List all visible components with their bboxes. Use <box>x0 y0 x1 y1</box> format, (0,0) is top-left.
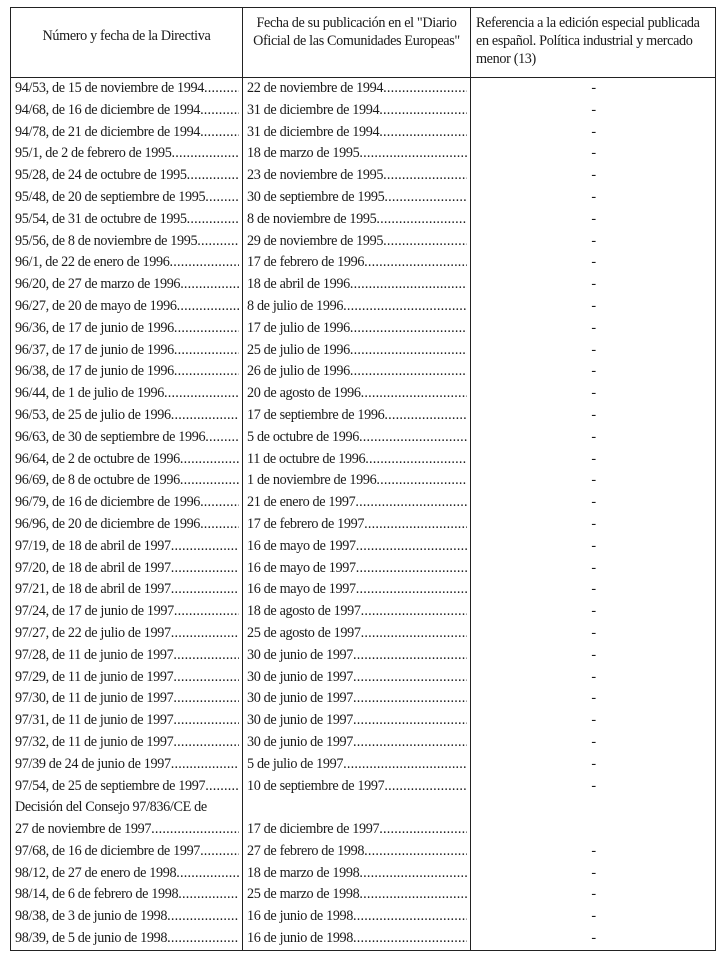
directiva-text: 96/96, de 20 de diciembre de 1996 ..... <box>15 514 239 536</box>
directiva-cell <box>11 623 243 645</box>
publicacion-cell <box>243 100 471 122</box>
referencia-cell: - <box>471 601 716 623</box>
referencia-cell: - <box>471 252 716 274</box>
publicacion-text: 30 de junio de 1997 ..... <box>247 710 467 732</box>
referencia-cell: - <box>471 383 716 405</box>
directiva-cell <box>11 667 243 689</box>
publicacion-cell <box>243 383 471 405</box>
directiva-cell <box>11 187 243 209</box>
table-row <box>11 688 716 710</box>
publicacion-cell <box>243 732 471 754</box>
referencia-cell: - <box>471 78 716 100</box>
publicacion-text: 8 de noviembre de 1995 ..... <box>247 209 467 231</box>
referencia-cell: - <box>471 558 716 580</box>
directiva-text: 96/63, de 30 de septiembre de 1996 ..... <box>15 427 239 449</box>
publicacion-cell <box>243 252 471 274</box>
publicacion-cell <box>243 187 471 209</box>
referencia-cell: - <box>471 623 716 645</box>
directiva-cell <box>11 296 243 318</box>
table-body <box>11 78 716 951</box>
decision-referencia-cell <box>471 797 716 841</box>
directiva-text: 96/36, de 17 de junio de 1996 ..... <box>15 318 239 340</box>
publicacion-cell <box>243 536 471 558</box>
directiva-cell <box>11 906 243 928</box>
publicacion-cell <box>243 645 471 667</box>
referencia-cell: - <box>471 361 716 383</box>
decision-publicacion-cell <box>243 797 471 841</box>
publicacion-cell <box>243 863 471 885</box>
table-row <box>11 100 716 122</box>
publicacion-text: 16 de mayo de 1997 ..... <box>247 579 467 601</box>
referencia-cell: - <box>471 187 716 209</box>
directiva-text: 94/53, de 15 de noviembre de 1994 ..... <box>15 78 239 100</box>
referencia-cell: - <box>471 209 716 231</box>
directiva-text: 95/48, de 20 de septiembre de 1995 ..... <box>15 187 239 209</box>
directiva-cell <box>11 754 243 776</box>
publicacion-cell <box>243 318 471 340</box>
directiva-text: 97/31, de 11 de junio de 1997 ..... <box>15 710 239 732</box>
referencia-cell: - <box>471 318 716 340</box>
table-row <box>11 252 716 274</box>
directiva-cell <box>11 601 243 623</box>
publicacion-cell <box>243 906 471 928</box>
table-row <box>11 143 716 165</box>
directiva-text: 97/54, de 25 de septiembre de 1997 ..... <box>15 776 239 798</box>
directiva-cell <box>11 645 243 667</box>
directiva-text: 96/79, de 16 de diciembre de 1996 ..... <box>15 492 239 514</box>
publicacion-text: 26 de julio de 1996 ..... <box>247 361 467 383</box>
publicacion-text: 27 de febrero de 1998 ..... <box>247 841 467 863</box>
table-row <box>11 187 716 209</box>
publicacion-text: 20 de agosto de 1996 ..... <box>247 383 467 405</box>
directiva-text: 98/12, de 27 de enero de 1998 ..... <box>15 863 239 885</box>
table-row <box>11 863 716 885</box>
document-page <box>10 7 715 967</box>
publicacion-text: 16 de mayo de 1997 ..... <box>247 558 467 580</box>
publicacion-text: 18 de abril de 1996 ..... <box>247 274 467 296</box>
directiva-text: 98/39, de 5 de junio de 1998 ..... <box>15 928 239 950</box>
table-row <box>11 470 716 492</box>
publicacion-cell <box>243 601 471 623</box>
directiva-cell <box>11 318 243 340</box>
directiva-text: 96/69, de 8 de octubre de 1996 ..... <box>15 470 239 492</box>
publicacion-text: 17 de febrero de 1997 ..... <box>247 514 467 536</box>
publicacion-text: 18 de marzo de 1998 ..... <box>247 863 467 885</box>
directiva-text: 97/30, de 11 de junio de 1997 ..... <box>15 688 239 710</box>
publicacion-cell <box>243 884 471 906</box>
directiva-cell <box>11 710 243 732</box>
publicacion-text: 16 de mayo de 1997 ..... <box>247 536 467 558</box>
referencia-cell: - <box>471 536 716 558</box>
publicacion-cell <box>243 688 471 710</box>
publicacion-cell <box>243 165 471 187</box>
table-row <box>11 492 716 514</box>
publicacion-cell <box>243 427 471 449</box>
publicacion-text: 5 de julio de 1997 ..... <box>247 754 467 776</box>
directiva-cell <box>11 863 243 885</box>
directiva-text: 96/38, de 17 de junio de 1996 ..... <box>15 361 239 383</box>
publicacion-cell <box>243 231 471 253</box>
referencia-cell: - <box>471 449 716 471</box>
publicacion-text: 1 de noviembre de 1996 ..... <box>247 470 467 492</box>
publicacion-text: 29 de noviembre de 1995 ..... <box>247 231 467 253</box>
directiva-cell <box>11 274 243 296</box>
directiva-text: 97/19, de 18 de abril de 1997 ..... <box>15 536 239 558</box>
table-row <box>11 558 716 580</box>
publicacion-cell <box>243 754 471 776</box>
directiva-text: 97/39 de 24 de junio de 1997 ..... <box>15 754 239 776</box>
directiva-cell <box>11 100 243 122</box>
table-row <box>11 710 716 732</box>
referencia-cell: - <box>471 340 716 362</box>
publicacion-cell <box>243 361 471 383</box>
publicacion-text: 16 de junio de 1998 ..... <box>247 928 467 950</box>
directiva-cell <box>11 78 243 100</box>
table-row <box>11 122 716 144</box>
table-row <box>11 754 716 776</box>
referencia-cell: - <box>471 122 716 144</box>
table-row <box>11 645 716 667</box>
publicacion-cell <box>243 667 471 689</box>
directiva-text: 96/20, de 27 de marzo de 1996 ..... <box>15 274 239 296</box>
publicacion-text: 22 de noviembre de 1994 ..... <box>247 78 467 100</box>
publicacion-text: 5 de octubre de 1996 ..... <box>247 427 467 449</box>
directiva-cell <box>11 143 243 165</box>
table-row <box>11 732 716 754</box>
table-row <box>11 340 716 362</box>
referencia-cell: - <box>471 143 716 165</box>
referencia-cell: - <box>471 688 716 710</box>
referencia-cell: - <box>471 906 716 928</box>
directiva-text: 95/56, de 8 de noviembre de 1995 ..... <box>15 231 239 253</box>
directiva-cell <box>11 928 243 950</box>
referencia-cell: - <box>471 863 716 885</box>
directivas-table <box>10 7 716 951</box>
referencia-cell: - <box>471 841 716 863</box>
publicacion-text: 31 de diciembre de 1994 ..... <box>247 100 467 122</box>
table-row <box>11 579 716 601</box>
referencia-cell: - <box>471 100 716 122</box>
directiva-cell <box>11 252 243 274</box>
publicacion-text: 25 de julio de 1996 ..... <box>247 340 467 362</box>
publicacion-text: 17 de febrero de 1996 ..... <box>247 252 467 274</box>
directiva-text: 96/37, de 17 de junio de 1996 ..... <box>15 340 239 362</box>
referencia-cell: - <box>471 928 716 950</box>
directiva-cell <box>11 841 243 863</box>
directiva-text: 97/32, de 11 de junio de 1997 ..... <box>15 732 239 754</box>
publicacion-cell <box>243 449 471 471</box>
publicacion-cell <box>243 710 471 732</box>
publicacion-cell <box>243 78 471 100</box>
referencia-cell: - <box>471 296 716 318</box>
referencia-cell: - <box>471 165 716 187</box>
publicacion-text: 30 de junio de 1997 ..... <box>247 667 467 689</box>
table-row <box>11 623 716 645</box>
publicacion-cell <box>243 340 471 362</box>
directiva-cell <box>11 383 243 405</box>
table-row <box>11 776 716 798</box>
directiva-text: 97/68, de 16 de diciembre de 1997 ..... <box>15 841 239 863</box>
table-row <box>11 318 716 340</box>
header-referencia: Referencia a la edición especial publicada en español. Política industrial y mercado menor (13) <box>471 8 716 78</box>
directiva-cell <box>11 122 243 144</box>
publicacion-cell <box>243 558 471 580</box>
referencia-cell: - <box>471 231 716 253</box>
table-row <box>11 405 716 427</box>
directiva-cell <box>11 558 243 580</box>
directiva-text: 98/14, de 6 de febrero de 1998 ..... <box>15 884 239 906</box>
table-row <box>11 383 716 405</box>
publicacion-text: 17 de julio de 1996 ..... <box>247 318 467 340</box>
publicacion-text: 17 de septiembre de 1996 ..... <box>247 405 467 427</box>
referencia-cell: - <box>471 732 716 754</box>
table-row <box>11 601 716 623</box>
publicacion-text: 21 de enero de 1997 ..... <box>247 492 467 514</box>
directiva-text: 97/29, de 11 de junio de 1997 ..... <box>15 667 239 689</box>
publicacion-cell <box>243 296 471 318</box>
table-row <box>11 78 716 100</box>
directiva-cell <box>11 361 243 383</box>
directiva-cell <box>11 449 243 471</box>
referencia-cell: - <box>471 667 716 689</box>
table-row <box>11 449 716 471</box>
referencia-cell: - <box>471 274 716 296</box>
directiva-text: 94/78, de 21 de diciembre de 1994 ..... <box>15 122 239 144</box>
decision-line-2: 27 de noviembre de 1997 ..... <box>15 819 239 841</box>
publicacion-cell <box>243 470 471 492</box>
directiva-text: 95/54, de 31 de octubre de 1995 ..... <box>15 209 239 231</box>
decision-line-1: Decisión del Consejo 97/836/CE de <box>15 799 207 816</box>
directiva-cell <box>11 732 243 754</box>
directiva-text: 98/38, de 3 de junio de 1998 ..... <box>15 906 239 928</box>
publicacion-text: 30 de junio de 1997 ..... <box>247 645 467 667</box>
table-row <box>11 427 716 449</box>
directiva-text: 96/53, de 25 de julio de 1996 ..... <box>15 405 239 427</box>
publicacion-text: 31 de diciembre de 1994 ..... <box>247 122 467 144</box>
table-row <box>11 928 716 950</box>
header-fecha-publicacion: Fecha de su publicación en el "Diario Oficial de las Comunidades Europeas" <box>243 8 471 78</box>
directiva-text: 95/1, de 2 de febrero de 1995 ..... <box>15 143 239 165</box>
header-numero-fecha: Número y fecha de la Directiva <box>11 8 243 78</box>
directiva-cell <box>11 340 243 362</box>
publicacion-cell <box>243 492 471 514</box>
directiva-cell <box>11 492 243 514</box>
directiva-text: 97/27, de 22 de julio de 1997 ..... <box>15 623 239 645</box>
publicacion-text: 30 de septiembre de 1995 ..... <box>247 187 467 209</box>
publicacion-text: 18 de agosto de 1997 ..... <box>247 601 467 623</box>
table-row <box>11 536 716 558</box>
directiva-text: 94/68, de 16 de diciembre de 1994 ..... <box>15 100 239 122</box>
publicacion-cell <box>243 274 471 296</box>
directiva-text: 96/44, de 1 de julio de 1996 ..... <box>15 383 239 405</box>
directiva-cell <box>11 688 243 710</box>
directiva-text: 95/28, de 24 de octubre de 1995 ..... <box>15 165 239 187</box>
directiva-cell <box>11 231 243 253</box>
directiva-cell <box>11 776 243 798</box>
publicacion-text: 23 de noviembre de 1995 ..... <box>247 165 467 187</box>
referencia-cell: - <box>471 754 716 776</box>
directiva-text: 97/21, de 18 de abril de 1997 ..... <box>15 579 239 601</box>
table-row <box>11 165 716 187</box>
publicacion-cell <box>243 405 471 427</box>
publicacion-text: 18 de marzo de 1995 ..... <box>247 143 467 165</box>
table-row-decision <box>11 797 716 841</box>
referencia-cell: - <box>471 884 716 906</box>
table-row <box>11 667 716 689</box>
publicacion-text: 11 de octubre de 1996 ..... <box>247 449 467 471</box>
table-row <box>11 841 716 863</box>
directiva-cell <box>11 884 243 906</box>
publicacion-cell <box>243 776 471 798</box>
referencia-cell: - <box>471 514 716 536</box>
decision-publicacion-text: 17 de diciembre de 1997 ..... <box>247 819 467 841</box>
publicacion-text: 30 de junio de 1997 ..... <box>247 732 467 754</box>
directiva-text: 97/20, de 18 de abril de 1997 ..... <box>15 558 239 580</box>
table-row <box>11 209 716 231</box>
publicacion-cell <box>243 122 471 144</box>
referencia-cell: - <box>471 710 716 732</box>
table-row <box>11 884 716 906</box>
table-row <box>11 231 716 253</box>
publicacion-text: 10 de septiembre de 1997 ..... <box>247 776 467 798</box>
decision-cell <box>11 797 243 841</box>
table-row <box>11 906 716 928</box>
directiva-cell <box>11 579 243 601</box>
table-row <box>11 296 716 318</box>
directiva-text: 97/24, de 17 de junio de 1997 ..... <box>15 601 239 623</box>
directiva-cell <box>11 427 243 449</box>
directiva-cell <box>11 165 243 187</box>
publicacion-cell <box>243 841 471 863</box>
table-row <box>11 361 716 383</box>
publicacion-text: 30 de junio de 1997 ..... <box>247 688 467 710</box>
directiva-cell <box>11 209 243 231</box>
publicacion-cell <box>243 143 471 165</box>
publicacion-text: 8 de julio de 1996 ..... <box>247 296 467 318</box>
directiva-cell <box>11 405 243 427</box>
referencia-cell: - <box>471 470 716 492</box>
directiva-text: 96/27, de 20 de mayo de 1996 ..... <box>15 296 239 318</box>
directiva-text: 97/28, de 11 de junio de 1997 ..... <box>15 645 239 667</box>
referencia-cell: - <box>471 776 716 798</box>
directiva-cell <box>11 470 243 492</box>
publicacion-text: 25 de agosto de 1997 ..... <box>247 623 467 645</box>
referencia-cell: - <box>471 492 716 514</box>
referencia-cell: - <box>471 645 716 667</box>
publicacion-text: 16 de junio de 1998 ..... <box>247 906 467 928</box>
table-header <box>11 8 716 78</box>
directiva-cell <box>11 514 243 536</box>
referencia-cell: - <box>471 405 716 427</box>
referencia-cell: - <box>471 427 716 449</box>
directiva-text: 96/1, de 22 de enero de 1996 ..... <box>15 252 239 274</box>
publicacion-cell <box>243 209 471 231</box>
publicacion-cell <box>243 579 471 601</box>
publicacion-text: 25 de marzo de 1998 ..... <box>247 884 467 906</box>
publicacion-cell <box>243 928 471 950</box>
publicacion-cell <box>243 514 471 536</box>
directiva-text: 96/64, de 2 de octubre de 1996 ..... <box>15 449 239 471</box>
publicacion-cell <box>243 623 471 645</box>
directiva-cell <box>11 536 243 558</box>
table-row <box>11 274 716 296</box>
referencia-cell: - <box>471 579 716 601</box>
table-row <box>11 514 716 536</box>
header-row <box>11 8 716 78</box>
